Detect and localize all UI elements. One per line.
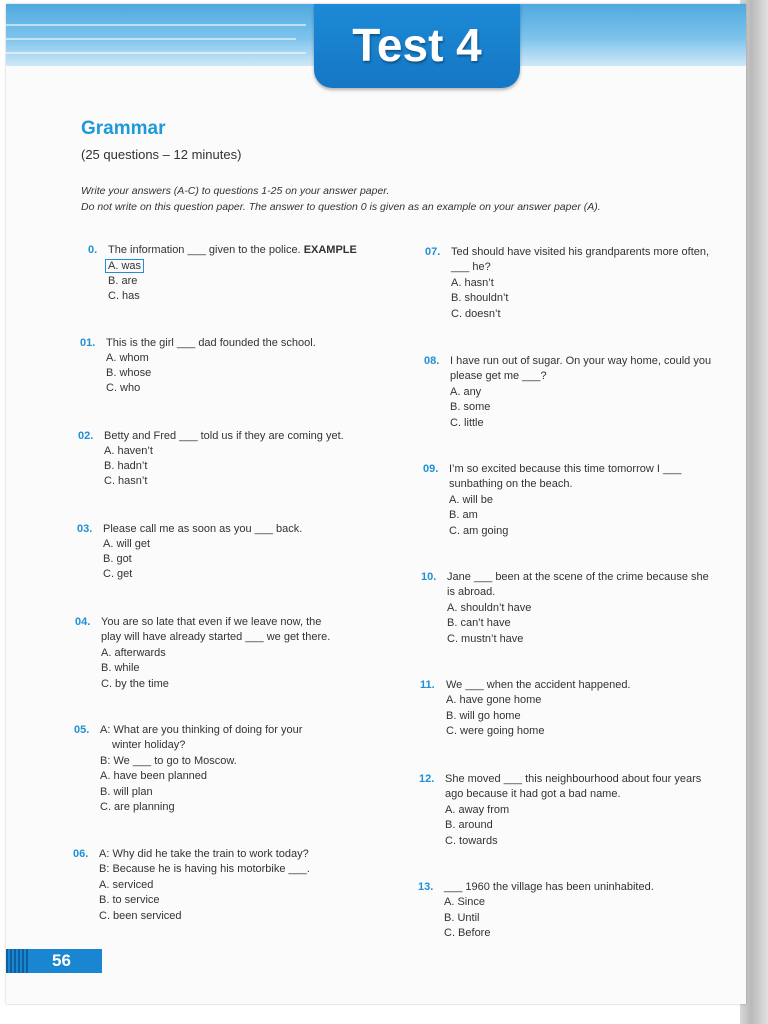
option-c: C. doesn’t [451,308,501,320]
question-stem-line-2: ___ he? [451,261,491,273]
question-06 [73,847,393,927]
option-b: B. got [103,553,132,565]
question-stem-line-2: please get me ___? [450,370,547,382]
question-stem: You are so late that even if we leave now, the [101,616,322,628]
instruction-line: Write your answers (A-C) to questions 1-25 on your answer paper. [81,185,390,197]
option-b: B. Until [444,912,480,924]
option-a: A. have been planned [100,770,208,782]
test-title: Test 4 [352,19,482,71]
option-a: A. have gone home [446,694,542,706]
option-a: A. any [450,386,482,398]
question-stem: She moved ___ this neighbourhood about four years [445,773,702,785]
option-b: B. while [101,662,140,674]
option-c: C. get [103,568,133,580]
question-stem-line-2: is abroad. [447,586,496,598]
option-a: A. will get [103,538,151,550]
option-b: B. will plan [100,786,153,798]
question-13 [418,880,738,944]
option-a: A. shouldn’t have [447,602,532,614]
question-stem-line-2: sunbathing on the beach. [449,478,573,490]
question-07 [425,245,745,325]
question-number: 02. [78,430,94,442]
test-title-tab [314,4,520,88]
header-stripe [6,52,306,54]
question-number: 08. [424,355,440,367]
option-c: C. has [108,290,140,302]
section-heading: Grammar [81,118,166,139]
option-c: C. hasn’t [104,475,148,487]
question-number: 12. [419,773,435,785]
option-c: C. Before [444,927,491,939]
option-a: A. hasn’t [451,277,494,289]
question-11 [420,678,740,742]
question-03 [77,522,397,586]
option-b: B. some [450,401,491,413]
question-stem: A: What are you thinking of doing for your [100,724,303,736]
option-a: A. Since [444,896,485,908]
question-stem: The information ___ given to the police. EXAMPLE [108,244,357,256]
question-stem-line-2: winter holiday? [112,739,186,751]
question-number: 0. [88,244,98,256]
question-12 [419,772,739,852]
example-answer-box: A. was [105,259,144,273]
option-a: A. will be [449,494,494,506]
option-b: B. will go home [446,710,521,722]
question-number: 09. [423,463,439,475]
option-b: B. whose [106,367,152,379]
question-08 [424,354,744,434]
question-01 [80,336,400,400]
option-b: B. are [108,275,138,287]
option-a: A. afterwards [101,647,166,659]
instruction-line: Do not write on this question paper. The answer to question 0 is given as an example on your answer paper (A). [81,201,601,213]
option-a: A. serviced [99,879,154,891]
question-09 [423,462,743,542]
question-04 [75,615,395,695]
question-stem: Betty and Fred ___ told us if they are coming yet. [104,430,344,442]
worksheet-page [6,4,746,1004]
question-05 [74,723,394,819]
option-b: B. am [449,509,478,521]
option-c: C. by the time [101,678,169,690]
header-stripe [6,38,296,40]
question-stem: This is the girl ___ dad founded the school. [106,337,316,349]
page-number-bar-ticks [6,949,28,973]
option-b: B. can’t have [447,617,511,629]
option-c: C. mustn’t have [447,633,524,645]
question-number: 10. [421,571,437,583]
question-number: 07. [425,246,441,258]
question-number: 05. [74,724,90,736]
question-number: 06. [73,848,89,860]
option-b: B. around [445,819,493,831]
question-stem: I’m so excited because this time tomorrow I ___ [449,463,682,475]
question-stem-line-2: play will have already started ___ we get there. [101,631,331,643]
question-stem: Jane ___ been at the scene of the crime because she [447,571,709,583]
page-number: 56 [52,951,71,970]
question-stem: A: Why did he take the train to work today? [99,848,309,860]
header-stripe [6,24,306,26]
question-stem: We ___ when the accident happened. [446,679,631,691]
question-stem: I have run out of sugar. On your way home, could you [450,355,712,367]
option-b: B. shouldn’t [451,292,509,304]
question-number: 13. [418,881,434,893]
question-10 [421,570,741,650]
option-a [108,259,144,275]
question-stem: ___ 1960 the village has been uninhabited. [444,881,654,893]
option-c: C. towards [445,835,498,847]
question-stem: Ted should have visited his grandparents more often, [451,246,710,258]
option-b: B. hadn’t [104,460,148,472]
option-c: C. were going home [446,725,545,737]
question-number: 11. [420,679,435,691]
question-number: 03. [77,523,93,535]
option-a: A. whom [106,352,149,364]
option-a: A. away from [445,804,510,816]
example-tag: EXAMPLE [303,244,357,256]
question-stem: Please call me as soon as you ___ back. [103,523,303,535]
question-stem-line-2: ago because it had got a bad name. [445,788,621,800]
question-02 [78,429,398,493]
question-stem-line-2: B: Because he is having his motorbike ___. [99,863,310,875]
option-b: B. to service [99,894,160,906]
question-stem-line-3: B: We ___ to go to Moscow. [100,755,237,767]
option-a: A. haven’t [104,445,153,457]
option-c: C. who [106,382,141,394]
option-c: C. been serviced [99,910,182,922]
question-number: 01. [80,337,96,349]
option-c: C. am going [449,525,509,537]
question-number: 04. [75,616,91,628]
section-subtitle: (25 questions – 12 minutes) [81,147,242,162]
question-0 [88,243,408,307]
option-c: C. are planning [100,801,175,813]
option-c: C. little [450,417,484,429]
